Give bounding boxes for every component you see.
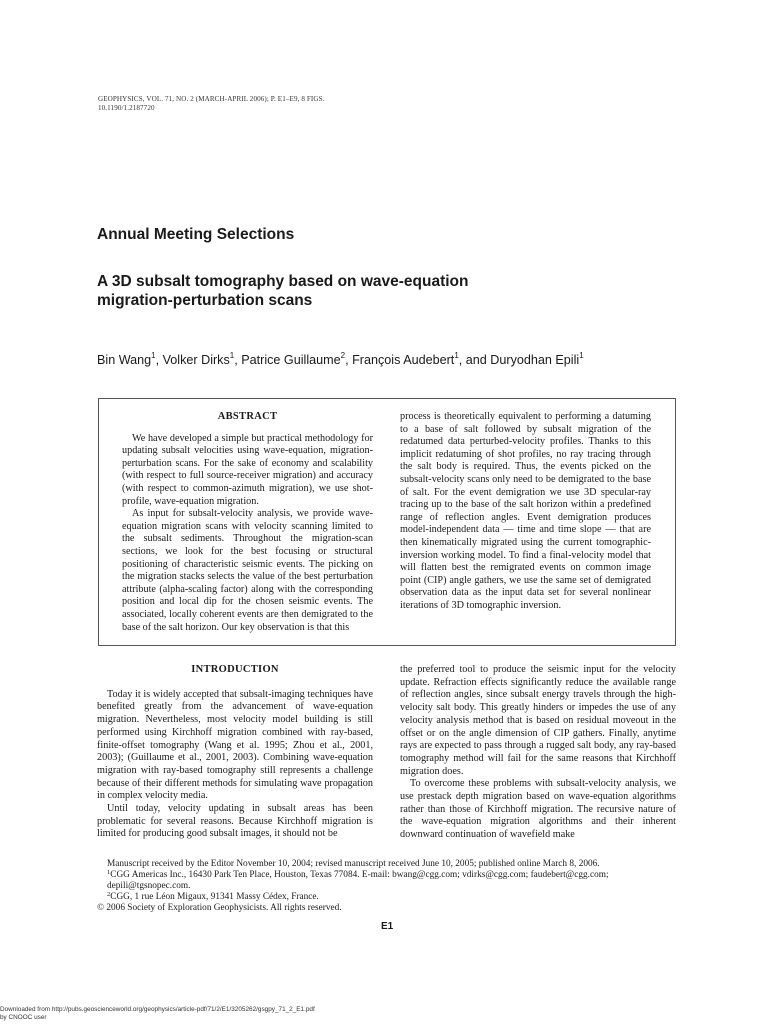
author-name: Bin Wang (97, 353, 152, 367)
journal-line-doi: 10.1190/1.2187720 (98, 104, 155, 112)
affiliation-mark: 1 (151, 351, 156, 360)
abstract-right-column (400, 411, 651, 613)
author-list (97, 353, 584, 367)
affiliation-text: CGG Americas Inc., 16430 Park Ten Place, Houston, Texas 77084. E-mail: bwang@cgg.com; vdirks@cgg.com; faudebert@cgg.com; depili@tgsnopec.com. (107, 870, 609, 891)
body-paragraph: Until today, velocity updating in subsalt areas has been problematic for several reasons. Because Kirchhoff migration is limited for producing good subsalt images, it should not be (97, 803, 373, 840)
journal-line-volume: GEOPHYSICS, VOL. 71, NO. 2 (MARCH-APRIL 2006); P. E1–E9, 8 FIGS. (98, 95, 325, 103)
body-paragraph: To overcome these problems with subsalt-velocity analysis, we use prestack depth migration based on wave-equation algorithms rather than those of Kirchhoff migration. The recursive nature of the wave-equation migration algorithms and their inherent downward continuation of wavefield make (400, 778, 676, 841)
affiliation-note-1 (97, 870, 675, 892)
introduction-left-column (97, 664, 373, 841)
abstract-paragraph: We have developed a simple but practical methodology for updating subsalt velocities using wave-equation, migration-perturbation scans. For the sake of economy and scalability (with respect to full source-receiver migration) and accuracy (with respect to common-azimuth migration), we use shot-profile, wave-equation migration. (122, 432, 373, 507)
affiliation-mark: 1 (579, 351, 584, 360)
abstract-paragraph: process is theoretically equivalent to performing a datuming to a base of salt followed by subsalt migration of the redatumed data perturbed-velocity profiles. Thanks to this implicit redatuming of shot profiles, no ray tracing through the salt body is required. Thus, the events picked on the subsalt-velocity scans only need to be demigrated to the base of salt. For the event demigration we use 3D specular-ray tracing up to the base of the salt horizon within a predefined range of reflection angles. Event demigration produces model-independent data — time and time slope — that are then kinematically migrated using the current tomographic-inversion working model. To find a final-velocity model that will flatten best the remigrated events on common image point (CIP) angle gathers, we use the same set of demigrated observation data as the input data set for several nonlinear iterations of 3D tomographic inversion. (400, 411, 651, 611)
introduction-heading: INTRODUCTION (191, 664, 279, 675)
affiliation-mark: 1 (107, 869, 111, 876)
author-name: Volker Dirks (162, 353, 230, 367)
download-notice (0, 1006, 315, 1022)
download-user-line: by CNOOC user (0, 1014, 47, 1021)
abstract-paragraph: As input for subsalt-velocity analysis, we provide wave-equation migration scans with velocity scanning limited to the subsalt sediments. Throughout the migration-scan sections, we look for the best focusing or structural positioning of characteristic seismic events. The picking on the migration stacks selects the value of the best perturbation attribute (alpha-scaling factor) along with the corresponding position and local dip for the chosen seismic events. The associated, locally coherent events are then demigrated to the base of the salt horizon. Our key observation is that this (122, 508, 373, 633)
copyright-note: © 2006 Society of Exploration Geophysicists. All rights reserved. (97, 903, 342, 913)
affiliation-mark: 2 (107, 891, 111, 898)
abstract-heading: ABSTRACT (217, 411, 278, 422)
author-separator: , (155, 353, 163, 367)
paper-title: A 3D subsalt tomography based on wave-equation migration-perturbation scans (97, 273, 469, 309)
body-paragraph: Today it is widely accepted that subsalt-imaging techniques have benefited greatly from the advancement of wave-equation migration. Nevertheless, most velocity model building is still performed using Kirchhoff migration combined with ray-based, finite-offset tomography (Wang et al. 1995; Zhou et al., 2001, 2003); (Guillaume et al., 2001, 2003). Combining wave-equation migration with ray-based tomography still represents a challenge because of their different methods for simulating wave propagation in complex velocity media. (97, 688, 373, 802)
body-paragraph: the preferred tool to produce the seismic input for the velocity update. Refraction effects significantly reduce the available range of reflection angles, since subsalt energy travels through the high-velocity salt body. This greatly hinders or impedes the use of any velocity analysis method that is based on residual moveout in the offset or on the angle dimension of CIP gathers. Finally, anytime rays are expected to pass through a rugged salt body, any ray-based tomography method will fail for the same reasons that Kirchhoff migration does. (400, 664, 676, 777)
page-number: E1 (381, 921, 394, 932)
affiliation-mark: 2 (340, 351, 346, 360)
affiliation-mark: 1 (454, 351, 459, 360)
abstract-left-column (122, 411, 373, 634)
section-label: Annual Meeting Selections (97, 226, 295, 243)
author-name: Patrice Guillaume (241, 353, 341, 367)
footnotes (97, 859, 675, 914)
affiliation-text: CGG, 1 rue Léon Migaux, 91341 Massy Cédex, France. (110, 892, 319, 902)
author-name: Duryodhan Epili (490, 353, 580, 367)
author-separator: , and (458, 353, 491, 367)
journal-citation (98, 95, 325, 113)
affiliation-mark: 1 (229, 351, 235, 360)
abstract-box (98, 398, 676, 646)
manuscript-received-note: Manuscript received by the Editor November 10, 2004; revised manuscript received June 10, 2005; published online March 8, 2006. (107, 859, 600, 869)
author-separator: , (234, 353, 242, 367)
author-separator: , (345, 353, 353, 367)
download-url-line: Downloaded from http://pubs.geoscienceworld.org/geophysics/article-pdf/71/2/E1/3205262/gsgpy_71_2_E1.pdf (0, 1006, 315, 1013)
introduction-right-column (400, 664, 676, 842)
author-name: François Audebert (352, 353, 455, 367)
affiliation-note-2 (97, 892, 675, 903)
